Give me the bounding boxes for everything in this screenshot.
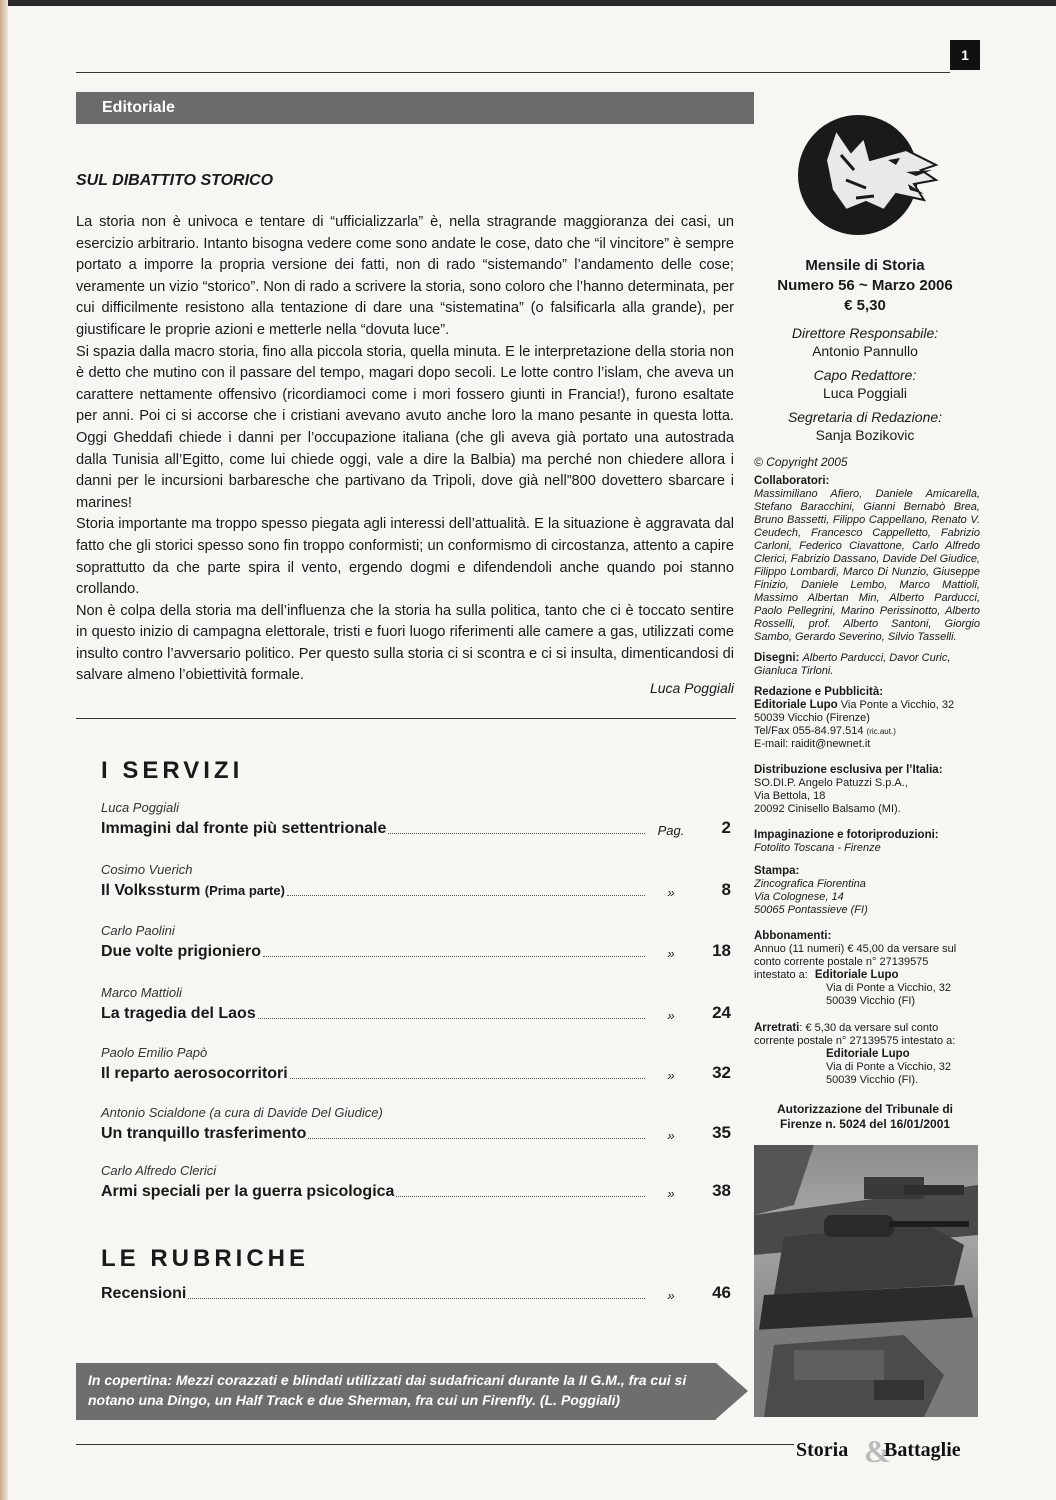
toc-entry[interactable]	[101, 923, 731, 967]
chief-editor-role: Capo Redattore:	[813, 367, 917, 383]
toc-leader	[388, 833, 645, 834]
distributor-city: 20092 Cinisello Balsamo (MI).	[754, 803, 901, 815]
toc-entry[interactable]	[101, 1045, 731, 1089]
toc-page-label: »	[667, 1068, 675, 1083]
toc-page-number: 32	[712, 1063, 731, 1082]
staff-list	[750, 324, 980, 444]
section-bar	[76, 92, 754, 124]
toc-title: Immagini dal fronte più settentrionale	[101, 820, 387, 837]
editorial-office-block	[754, 686, 980, 751]
distributor-street: Via Bettola, 18	[754, 790, 826, 802]
toc-page-label: Pag.	[657, 823, 685, 838]
printing-block	[754, 865, 980, 917]
subscriptions-payee: Editoriale Lupo	[814, 969, 899, 981]
toc-entry[interactable]	[101, 1265, 731, 1309]
editorial-title: SUL DIBATTITO STORICO	[76, 172, 274, 189]
back-issues-block	[754, 1022, 980, 1087]
printing-label: Stampa:	[754, 865, 800, 877]
layout-label: Impaginazione e fotoriproduzioni:	[754, 829, 939, 841]
distribution-block	[754, 764, 980, 816]
subscriptions-text: Annuo (11 numeri) € 45,00 da versare sul conto corrente postale n° 27139575	[754, 943, 957, 968]
secretary-role: Segretaria di Redazione:	[787, 409, 943, 425]
back-issues-label: Arretrati	[754, 1022, 800, 1034]
phone-note: (ric.aut.)	[866, 727, 896, 736]
toc-author: Marco Mattioli	[101, 985, 182, 1000]
editorial-paragraph: La storia non è univoca e tentare di “ufficializzarla” è, nella stragrande maggioranza dei casi, un esercizio arbitrario. Intanto bisogna vedere come sono andate le cose, dato che “il vincitore” è sempre portato a imporre la propria versione dei fatti, non di rado “sistemando” l’andamento delle cose; veramente un vizio “storico”. Non di rado a scrivere la storia, sono coloro che l’hanno determinata, per cui difficilmente resistono alla tentazione di dare una “sistematina” (o falsificarla alla grande), per giustificare le proprie azioni e metterle nella “dovuta luce”.	[76, 214, 734, 338]
cover-photo	[754, 1145, 978, 1417]
rubriche-heading: LE RUBRICHE	[101, 1245, 310, 1272]
publisher-address: Via Ponte a Vicchio, 32	[837, 699, 955, 711]
page-edge	[0, 0, 8, 1500]
distributor-name: SO.DI.P. Angelo Patuzzi S.p.A.,	[754, 777, 908, 789]
section-label: Editoriale	[102, 99, 175, 116]
court-authorization	[750, 1102, 980, 1132]
printer-name: Zincografica Fiorentina	[754, 878, 866, 890]
toc-page-number: 46	[712, 1283, 731, 1302]
toc-entry[interactable]	[101, 985, 731, 1029]
toc-page-label: »	[667, 1186, 675, 1201]
top-border	[0, 0, 1056, 6]
toc-author: Antonio Scialdone (a cura di Davide Del Giudice)	[101, 1105, 383, 1120]
back-issues-street: Via di Ponte a Vicchio, 32	[826, 1061, 951, 1073]
toc-page-label: »	[667, 1288, 675, 1303]
issue-number: Numero 56 ~ Marzo 2006	[777, 277, 953, 294]
toc-title: Recensioni	[101, 1285, 187, 1302]
director-name: Antonio Pannullo	[812, 343, 918, 359]
toc-entry[interactable]	[101, 1163, 731, 1207]
toc-leader	[287, 895, 645, 896]
toc-leader	[188, 1298, 645, 1299]
editorial-body	[76, 212, 734, 687]
printer-city: 50065 Pontassieve (FI)	[754, 904, 868, 916]
toc-leader	[290, 1078, 645, 1079]
cover-caption: In copertina: Mezzi corazzati e blindati utilizzati dai sudafricani durante la II G.M., fra cui si notano una Dingo, un Half Track e due Sherman, fra cui un Firenfly. (L. Poggiali)	[88, 1372, 687, 1408]
back-issues-text: : € 5,30 da versare sul conto corrente postale n° 27139575 intestato a:	[754, 1022, 956, 1047]
toc-author: Cosimo Vuerich	[101, 862, 193, 877]
copyright: © Copyright 2005	[754, 455, 848, 469]
toc-entry[interactable]	[101, 800, 731, 844]
toc-page-label: »	[667, 1128, 675, 1143]
toc-page-label: »	[667, 946, 675, 961]
toc-author: Carlo Paolini	[101, 923, 175, 938]
authorization-line: Autorizzazione del Tribunale di	[776, 1102, 953, 1116]
brand-ampersand: &	[864, 1433, 891, 1466]
chief-editor-name: Luca Poggiali	[822, 385, 908, 401]
publisher-city: 50039 Vicchio (Firenze)	[754, 712, 870, 724]
toc-leader	[308, 1138, 645, 1139]
drawings-block	[754, 652, 980, 678]
publisher-name: Editoriale Lupo	[754, 699, 838, 711]
collaborators-block	[754, 475, 980, 644]
brand-logo	[796, 1430, 980, 1466]
collaborators-label: Collaboratori:	[754, 475, 830, 487]
director-role: Direttore Responsabile:	[791, 325, 939, 341]
subscriptions-city: 50039 Vicchio (FI)	[826, 995, 916, 1007]
servizi-heading: I SERVIZI	[101, 757, 244, 784]
printer-street: Via Colognese, 14	[754, 891, 844, 903]
editorial-paragraph: Storia importante ma troppo spesso piegata agli interessi dell’attualità. E la situazione è aggravata dal fatto che gli storici spesso sono fin troppo conformisti; un conformismo di circostanza, attento a capire soprattutto da che parte spira il vento, ergendo dogmi e difendendoli anche quando poi stanno crollando.	[76, 516, 734, 598]
toc-page-number: 38	[712, 1181, 731, 1200]
issue-price: € 5,30	[844, 297, 886, 314]
toc-title: Il Volkssturm (Prima parte)	[101, 882, 285, 899]
toc-page-label: »	[667, 1008, 675, 1023]
collaborators-list: Massimiliano Afiero, Daniele Amicarella, Stefano Baracchini, Gianni Bernabò Brea, Bruno Bassetti, Filippo Cappellano, Renato V. Ceudech, Francesco Cappelletto, Fabrizio Carloni, Federico Ciavattone, Carlo Alfredo Clerici, Fabrizio Dassano, Davide Del Giudice, Filippo Lombardi, Marco Di Nunzio, Giuseppe Finizio, Daniele Lembo, Marco Mattioli, Massimo Albertan Min, Alberto Parducci, Paolo Pellegrini, Marino Perissinotto, Alberto Rosselli, prof. Alberto Santoni, Giorgio Sambo, Gerardo Severino, Silvio Tasselli.	[754, 488, 980, 643]
magazine-type: Mensile di Storia	[805, 257, 925, 274]
caption-arrow	[716, 1363, 748, 1419]
toc-leader	[263, 956, 645, 957]
drawings-label: Disegni:	[754, 652, 800, 664]
subscriptions-payee-label: intestato a:	[754, 969, 808, 981]
wolf-logo	[796, 110, 946, 240]
editorial-signature: Luca Poggiali	[649, 680, 734, 696]
toc-title: Un tranquillo trasferimento	[101, 1125, 307, 1142]
authorization-line: Firenze n. 5024 del 16/01/2001	[779, 1117, 951, 1131]
toc-title: La tragedia del Laos	[101, 1005, 256, 1022]
brand-word2: Battaglie	[884, 1439, 961, 1461]
toc-title: Armi speciali per la guerra psicologica	[101, 1183, 395, 1200]
toc-page-number: 24	[712, 1003, 731, 1022]
toc-page-number: 35	[712, 1123, 731, 1142]
toc-author: Carlo Alfredo Clerici	[101, 1163, 217, 1178]
toc-entry[interactable]	[101, 1105, 731, 1149]
toc-page-label: »	[667, 885, 675, 900]
back-issues-payee: Editoriale Lupo	[826, 1048, 910, 1060]
subscriptions-label: Abbonamenti:	[754, 930, 832, 942]
toc-page-number: 8	[721, 880, 731, 899]
layout-block	[754, 829, 980, 855]
masthead-header	[750, 256, 980, 316]
page-number: 1	[950, 40, 980, 70]
brand-word1: Storia	[796, 1439, 849, 1461]
toc-page-number: 18	[712, 941, 731, 960]
publisher-email[interactable]: E-mail: raidit@newnet.it	[754, 738, 871, 750]
subscriptions-street: Via di Ponte a Vicchio, 32	[826, 982, 951, 994]
layout-company: Fotolito Toscana - Firenze	[754, 842, 881, 854]
editorial-office-label: Redazione e Pubblicità:	[754, 686, 884, 698]
toc-title: Il reparto aerosocorritori	[101, 1065, 288, 1082]
toc-author: Luca Poggiali	[101, 800, 180, 815]
toc-author: Paolo Emilio Papò	[101, 1045, 208, 1060]
toc-title: Due volte prigioniero	[101, 943, 262, 960]
back-issues-city: 50039 Vicchio (FI).	[826, 1074, 919, 1086]
distribution-label: Distribuzione esclusiva per l’Italia:	[754, 764, 943, 776]
toc-leader	[258, 1018, 645, 1019]
drawings-list: Alberto Parducci, Davor Curic, Gianluca Tirloni.	[754, 652, 951, 677]
top-rule	[76, 72, 950, 73]
bottom-rule	[76, 1444, 794, 1445]
secretary-name: Sanja Bozikovic	[815, 427, 915, 443]
editorial-paragraph: Si spazia dalla macro storia, fino alla piccola storia, quella minuta. E le interpretazione della storia non è detto che mutino con il passare del tempo, magari dopo secoli. Le lotte contro l’islam, che aveva un carattere nettamente offensivo (ricordiamoci come i mori fossero giunti in Francia!), furono esaltate per anni. Poi ci si accorse che i cristiani avevano avuto anche loro la mano pesante in questa lotta. Oggi Gheddafi chiede i danni per l’occupazione italiana (che gli aveva già portato una autostrada dalla Tunisia all’Egitto, come lui chiede oggi, vale a dire la Balbia) ma perché non chiedere allora i danni per le incursioni barbaresche che partivano da Tripoli, dove già nell”800 dovettero sbarcare i marines!	[76, 343, 734, 511]
toc-page-number: 2	[721, 818, 731, 837]
editorial-paragraph: Non è colpa della storia ma dell’influenza che la storia ha sulla politica, tanto che ci è toccato sentire in questo inizio di campagna elettorale, tristi e fuori luogo riferimenti alle camere a gas, utilizzati come insulto contro l’avversario politico. Per questo sulla storia ci si scontra e ci si insulta, dimenticandosi di salvare almeno l’obiettività formale.	[76, 602, 734, 684]
toc-leader	[396, 1196, 645, 1197]
toc-entry[interactable]	[101, 862, 731, 906]
publisher-phone: Tel/Fax 055-84.97.514	[754, 725, 864, 737]
subscriptions-block	[754, 930, 980, 1008]
divider	[76, 718, 736, 719]
